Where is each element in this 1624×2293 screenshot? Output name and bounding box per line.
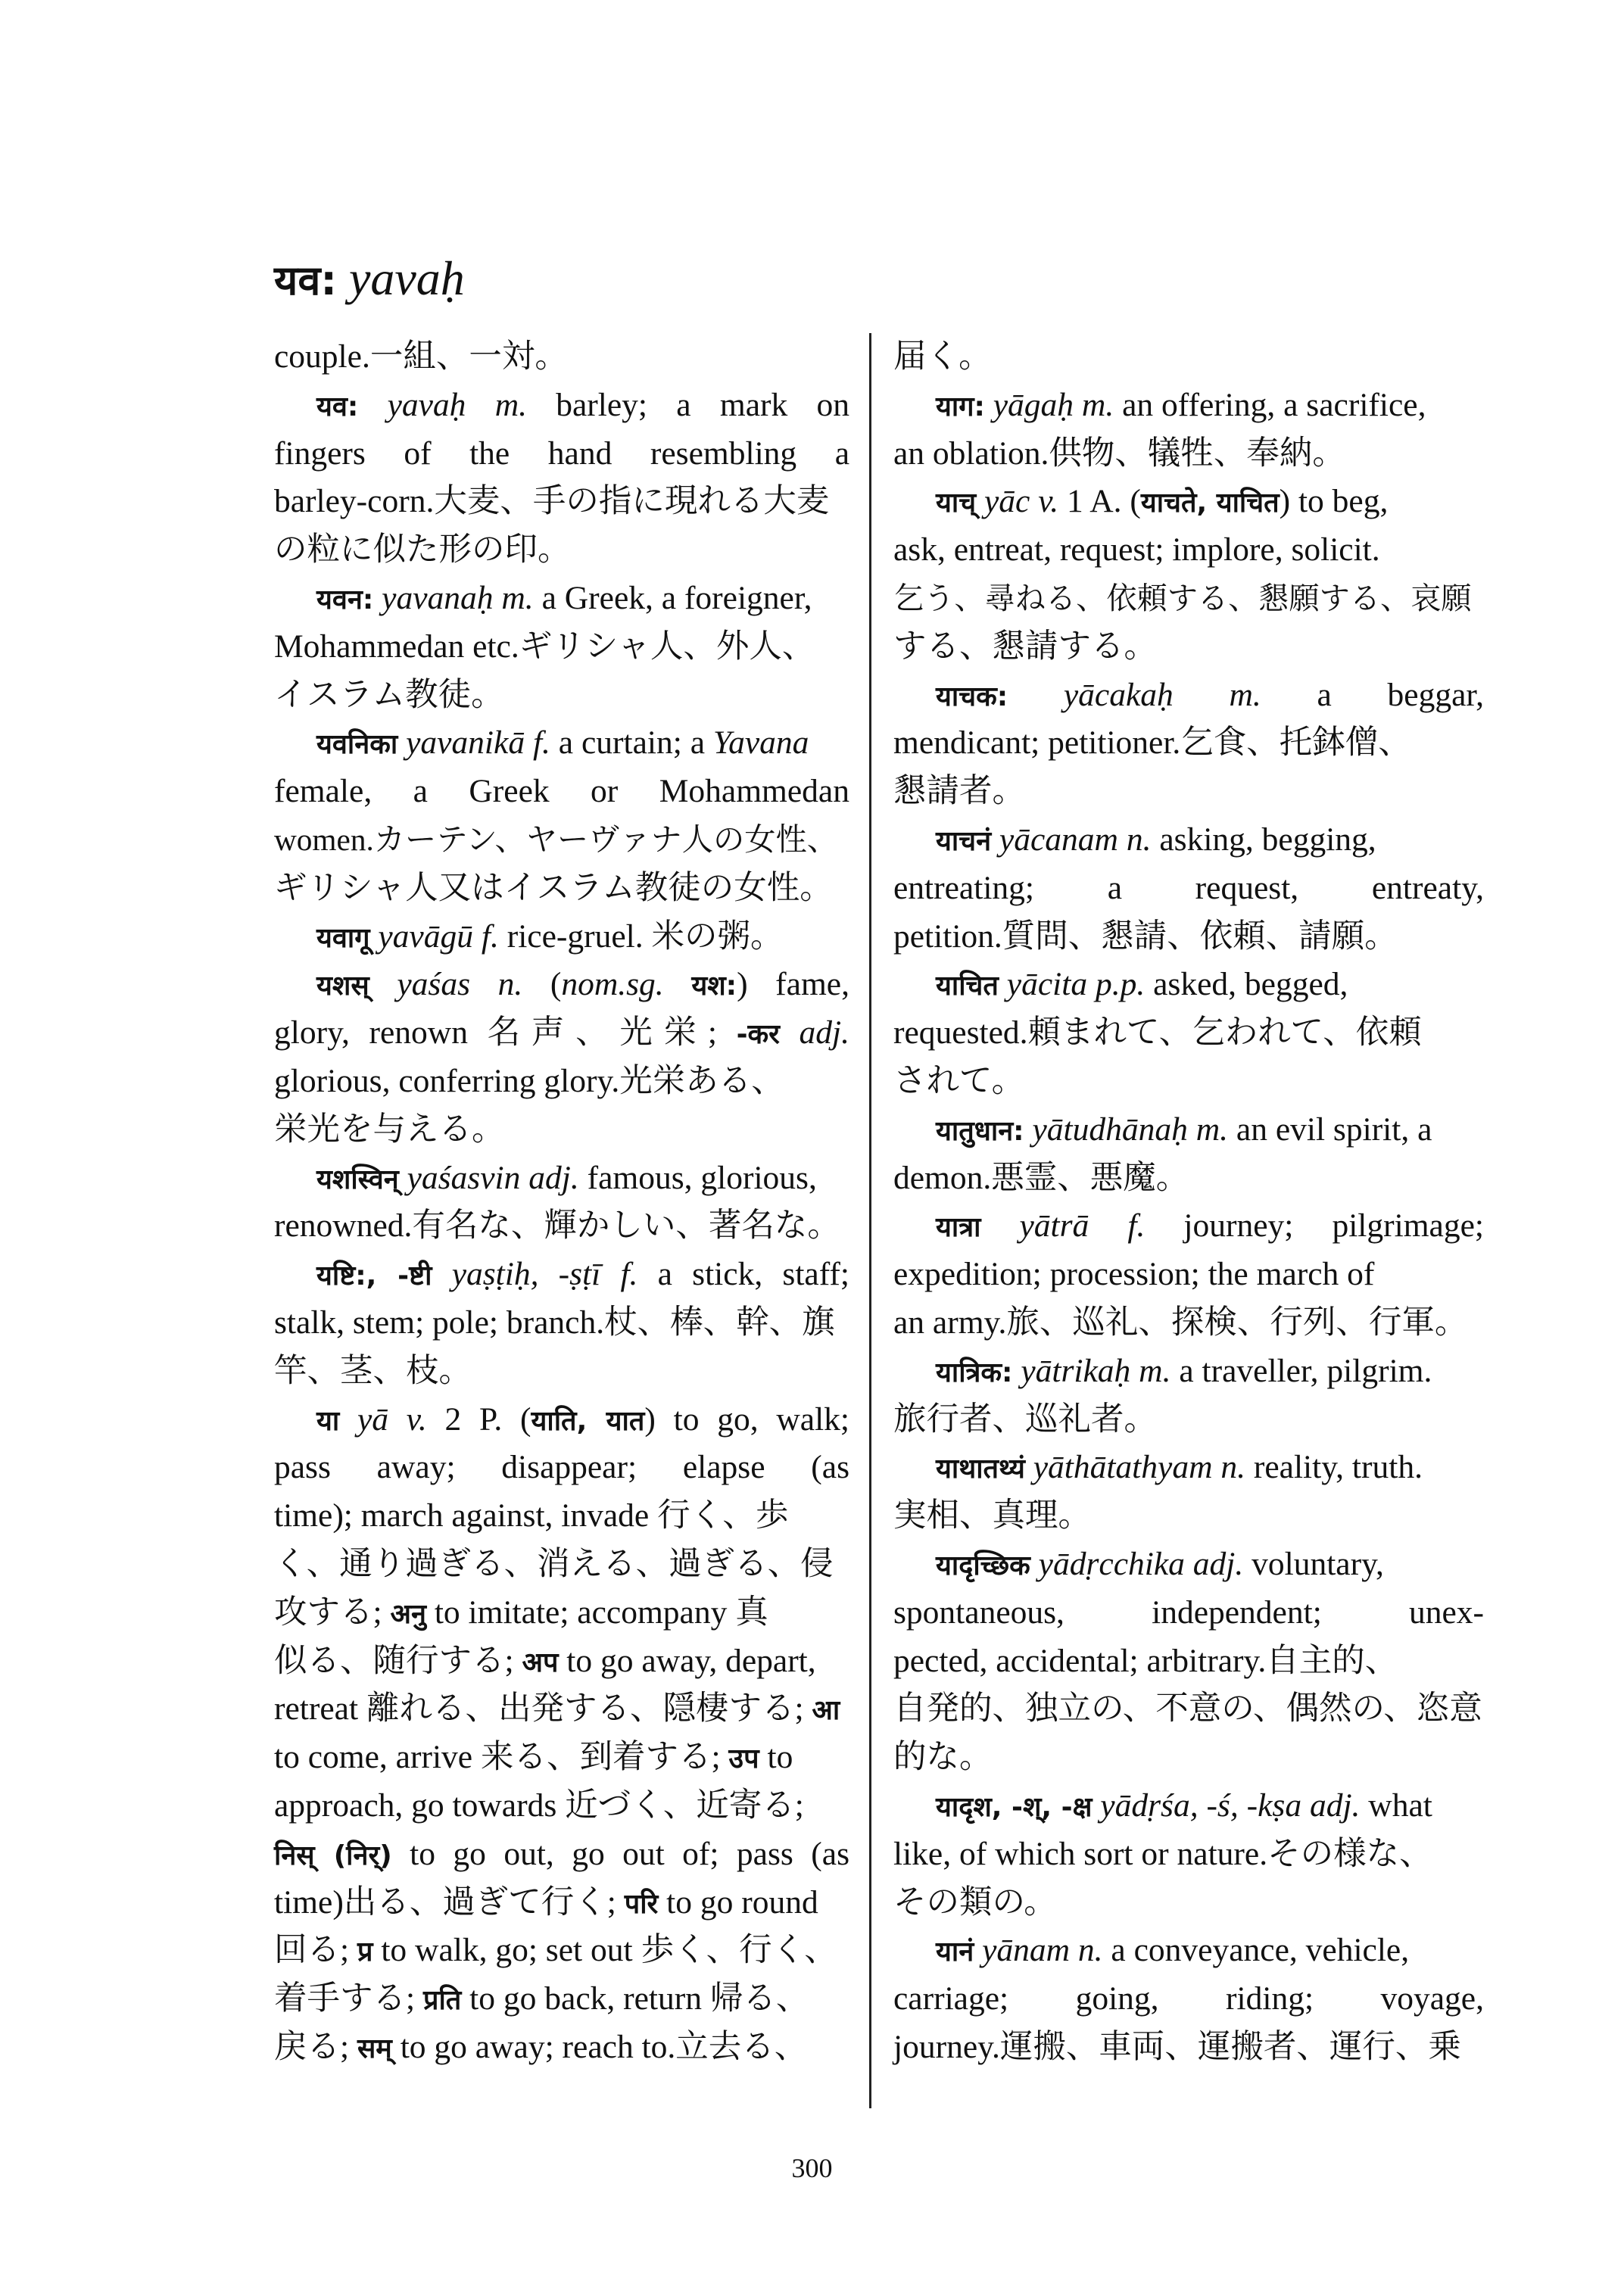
definition-text: petition.質問、懇請、依頼、請願。 xyxy=(893,918,1398,955)
dictionary-line xyxy=(274,719,849,768)
italic-term: yānam n. xyxy=(982,1932,1103,1969)
headword-devanagari: प्रति xyxy=(422,1985,462,2017)
dictionary-line xyxy=(893,1879,1484,1927)
dictionary-line xyxy=(893,1106,1484,1154)
headword-devanagari: यशस् xyxy=(316,970,369,1002)
headword-devanagari: यवन: xyxy=(316,584,374,615)
definition-text xyxy=(339,1401,357,1438)
italic-term: yaśas n. xyxy=(397,966,523,1003)
definition-text: glory, renown 名声、光栄; xyxy=(274,1014,737,1051)
headword-devanagari: आ xyxy=(812,1695,840,1727)
definition-text: Mohammedan etc.ギリシャ人、外人、 xyxy=(274,628,815,665)
definition-text: to go away; reach to.立去る、 xyxy=(391,2028,808,2065)
definition-text: to imitate; accompany 真 xyxy=(425,1594,768,1631)
dictionary-line xyxy=(893,575,1484,623)
definition-text: イスラム教徒。 xyxy=(274,676,504,713)
definition-text: time)出る、過ぎて行く; xyxy=(274,1883,625,1921)
dictionary-line xyxy=(274,1927,849,1975)
definition-text xyxy=(1025,1449,1033,1485)
definition-text: to go round xyxy=(658,1883,818,1921)
definition-text: 栄光を与える。 xyxy=(274,1111,505,1148)
definition-text xyxy=(1012,1353,1021,1389)
dictionary-line xyxy=(893,382,1484,430)
definition-text: to xyxy=(759,1739,793,1776)
dictionary-line xyxy=(274,816,849,865)
definition-text: to go back, return 帰る、 xyxy=(461,1980,809,2017)
dictionary-line xyxy=(274,575,849,623)
definition-text: an offering, a sacrifice, xyxy=(1114,386,1426,423)
definition-text: stalk, stem; pole; branch.杖、棒、幹、旗 xyxy=(274,1304,835,1341)
definition-text xyxy=(369,966,397,1002)
definition-text: する、懇請する。 xyxy=(893,628,1157,665)
headword-devanagari: याचक: xyxy=(936,681,1008,712)
dictionary-line xyxy=(274,1734,849,1782)
dictionary-line xyxy=(274,1202,849,1251)
dictionary-line xyxy=(274,382,849,430)
definition-text: ) to beg, xyxy=(1279,483,1389,520)
headword-devanagari: -कर xyxy=(736,1019,780,1051)
dictionary-line xyxy=(893,2024,1484,2072)
dictionary-line xyxy=(274,961,849,1009)
dictionary-line xyxy=(274,1685,849,1734)
dictionary-line xyxy=(274,1106,849,1154)
running-head-roman: yavaḥ xyxy=(348,251,465,305)
headword-devanagari: अनु xyxy=(390,1598,426,1630)
dictionary-line xyxy=(893,1589,1484,1637)
italic-term: yādṛcchika adj. xyxy=(1038,1545,1244,1582)
dictionary-line xyxy=(893,671,1484,720)
italic-term: yāgaḥ m. xyxy=(993,386,1114,423)
dictionary-line xyxy=(274,1154,849,1203)
definition-text xyxy=(1008,677,1064,713)
headword-devanagari: अप xyxy=(522,1647,559,1678)
definition-text: pected, accidental; arbitrary.自主的、 xyxy=(893,1642,1398,1679)
definition-text: female, a Greek or Mohammedan xyxy=(274,773,849,810)
italic-term: yā v. xyxy=(357,1400,427,1438)
definition-text: その類の。 xyxy=(893,1883,1057,1921)
italic-term: Yavana xyxy=(712,724,809,762)
italic-term: yavāgū f. xyxy=(378,918,499,955)
definition-text: 届く。 xyxy=(893,338,992,375)
dictionary-line xyxy=(274,671,849,720)
dictionary-line xyxy=(274,1879,849,1927)
definition-text: what xyxy=(1360,1787,1432,1824)
definition-text: renowned.有名な、輝かしい、著名な。 xyxy=(274,1207,840,1245)
definition-text: demon.悪霊、悪魔。 xyxy=(893,1159,1189,1196)
definition-text: an evil spirit, a xyxy=(1228,1111,1432,1148)
headword-devanagari: याच् xyxy=(936,488,977,519)
dictionary-line xyxy=(893,526,1484,575)
definition-text xyxy=(980,1207,1019,1244)
definition-text: 懇請者。 xyxy=(893,773,1025,810)
definition-text: barley; a mark on xyxy=(526,386,849,423)
definition-text xyxy=(985,387,993,423)
headword-devanagari: यादृच्छिक xyxy=(936,1550,1030,1581)
definition-text: an army.旅、巡礼、探検、行列、行軍。 xyxy=(893,1304,1468,1341)
italic-term: yātudhānaḥ m. xyxy=(1032,1111,1229,1148)
definition-text: 旅行者、巡礼者。 xyxy=(893,1400,1157,1438)
definition-text xyxy=(358,387,387,423)
headword-devanagari: यादृश, -श्, -क्ष xyxy=(936,1791,1093,1823)
dictionary-line xyxy=(893,1251,1484,1299)
definition-text: 実相、真理。 xyxy=(893,1497,1091,1534)
definition-text: 着手する; xyxy=(274,1980,423,2017)
dictionary-line xyxy=(893,816,1484,865)
headword-devanagari: याचित xyxy=(936,970,999,1002)
definition-text xyxy=(397,724,406,761)
italic-term: yavaḥ m. xyxy=(387,386,527,423)
dictionary-line xyxy=(893,1299,1484,1347)
italic-term: yaśasvin adj. xyxy=(407,1159,579,1196)
italic-term: yātrikaḥ m. xyxy=(1021,1352,1171,1389)
definition-text: expedition; procession; the march of xyxy=(893,1256,1375,1293)
italic-term: yaṣṭiḥ, -ṣṭī f. xyxy=(451,1256,638,1293)
italic-term: adj. xyxy=(799,1014,850,1051)
running-head xyxy=(274,248,465,311)
dictionary-line xyxy=(893,430,1484,478)
definition-text: の粒に似た形の印。 xyxy=(274,531,571,569)
dictionary-line xyxy=(274,526,849,575)
dictionary-line xyxy=(893,1202,1484,1251)
headword-devanagari: याचते, याचित xyxy=(1140,488,1280,519)
definition-text: 回る; xyxy=(274,1932,357,1969)
definition-text: time); march against, invade 行く、歩 xyxy=(274,1497,789,1534)
definition-text: to walk, go; set out 歩く、行く、 xyxy=(372,1932,837,1969)
dictionary-line xyxy=(893,1541,1484,1589)
dictionary-line xyxy=(893,1396,1484,1444)
definition-text: ) fame, xyxy=(737,966,849,1003)
dictionary-line xyxy=(274,1830,849,1879)
dictionary-line xyxy=(274,2024,849,2072)
definition-text: approach, go towards 近づく、近寄る; xyxy=(274,1787,804,1824)
italic-term: yavanikā f. xyxy=(406,724,550,762)
definition-text: a traveller, pilgrim. xyxy=(1170,1352,1432,1389)
dictionary-line xyxy=(274,1637,849,1686)
definition-text: a beggar, xyxy=(1261,676,1484,713)
headword-devanagari: प्र xyxy=(357,1936,373,1968)
definition-text xyxy=(399,1160,407,1196)
running-head-devanagari: यव: xyxy=(274,257,337,304)
definition-text: voluntary, xyxy=(1243,1545,1384,1582)
definition-text: famous, glorious, xyxy=(578,1159,817,1196)
dictionary-line xyxy=(274,1589,849,1637)
definition-text: glorious, conferring glory.光栄ある、 xyxy=(274,1062,784,1099)
headword-devanagari: सम् xyxy=(357,2033,392,2064)
definition-text: couple.一組、一対。 xyxy=(274,338,568,375)
definition-text: requested.頼まれて、乞われて、依頼 xyxy=(893,1014,1422,1051)
definition-text: ) to go, walk; xyxy=(644,1400,850,1438)
headword-devanagari: याग: xyxy=(936,391,985,422)
definition-text xyxy=(999,966,1007,1002)
headword-devanagari: याचनं xyxy=(936,825,992,857)
headword-devanagari: यात्रिक: xyxy=(936,1357,1013,1388)
definition-text: fingers of the hand resembling a xyxy=(274,435,849,472)
headword-devanagari: यवनिका xyxy=(316,729,398,761)
definition-text: spontaneous, independent; unex- xyxy=(893,1594,1484,1631)
definition-text: 的な。 xyxy=(893,1739,993,1776)
headword-devanagari: यष्टि:, -ष्टी xyxy=(316,1260,432,1292)
definition-text: a curtain; a xyxy=(550,724,713,762)
italic-term: nom.sg. xyxy=(561,966,664,1003)
dictionary-line xyxy=(274,1009,849,1058)
headword-devanagari: उप xyxy=(728,1743,759,1775)
definition-text: 戻る; xyxy=(274,2028,357,2065)
definition-text: 竿、茎、枝。 xyxy=(274,1352,472,1389)
definition-text xyxy=(370,918,379,955)
dictionary-line xyxy=(274,623,849,671)
definition-text xyxy=(991,821,999,858)
dictionary-line xyxy=(893,1058,1484,1106)
dictionary-line xyxy=(893,478,1484,526)
italic-term: yāthātathyam n. xyxy=(1033,1449,1245,1486)
dictionary-line xyxy=(274,333,849,382)
definition-text: reality, truth. xyxy=(1245,1449,1423,1486)
dictionary-line xyxy=(893,1734,1484,1782)
definition-text: carriage; going, riding; voyage, xyxy=(893,1980,1484,2017)
italic-term: yācakaḥ m. xyxy=(1063,676,1261,713)
dictionary-line xyxy=(274,1541,849,1589)
definition-text xyxy=(1092,1787,1100,1824)
dictionary-line xyxy=(893,1154,1484,1203)
column-divider xyxy=(869,333,871,2108)
definition-text: women.カーテン、ヤーヴァナ人の女性、 xyxy=(274,821,839,857)
definition-text xyxy=(974,1932,982,1968)
definition-text: 乞う、尋ねる、依頼する、懇願する、哀願 xyxy=(893,581,1472,615)
dictionary-line xyxy=(274,430,849,478)
italic-term: yātrā f. xyxy=(1019,1207,1146,1245)
definition-text xyxy=(432,1256,451,1292)
dictionary-line xyxy=(893,1975,1484,2024)
definition-text: to come, arrive 来る、到着する; xyxy=(274,1739,729,1776)
dictionary-line xyxy=(893,961,1484,1009)
definition-text: 攻する; xyxy=(274,1594,391,1631)
definition-text: されて。 xyxy=(893,1062,1025,1099)
headword-devanagari: यानं xyxy=(936,1936,974,1968)
dictionary-line xyxy=(893,1685,1484,1734)
headword-devanagari: यशस्विन् xyxy=(316,1164,399,1195)
definition-text xyxy=(976,483,984,519)
definition-text: pass away; disappear; elapse (as xyxy=(274,1449,849,1486)
definition-text: journey.運搬、車両、運搬者、運行、乗 xyxy=(893,2028,1461,2065)
dictionary-line xyxy=(274,1299,849,1347)
definition-text: like, of which sort or nature.その様な、 xyxy=(893,1835,1432,1872)
dictionary-line xyxy=(274,1251,849,1299)
dictionary-line xyxy=(893,1444,1484,1492)
headword-devanagari: यश: xyxy=(691,970,737,1002)
definition-text: asked, begged, xyxy=(1145,966,1348,1003)
dictionary-line xyxy=(893,719,1484,768)
definition-text xyxy=(1030,1546,1039,1582)
definition-text: a conveyance, vehicle, xyxy=(1102,1932,1410,1969)
definition-text: a Greek, a foreigner, xyxy=(533,579,812,616)
italic-term: yāc v. xyxy=(983,483,1059,520)
definition-text: ask, entreat, request; implore, solicit. xyxy=(893,531,1380,569)
definition-text: 1 A. ( xyxy=(1058,483,1141,520)
definition-text: く、通り過ぎる、消える、過ぎる、侵 xyxy=(274,1545,834,1582)
dictionary-line xyxy=(893,913,1484,961)
headword-devanagari: निस् (निर्) xyxy=(274,1840,392,1871)
italic-term: yavanaḥ m. xyxy=(382,579,534,616)
headword-devanagari: या xyxy=(316,1405,340,1437)
dictionary-line xyxy=(893,768,1484,816)
definition-text: rice-gruel. 米の粥。 xyxy=(498,918,784,955)
definition-text: mendicant; petitioner.乞食、托鉢僧、 xyxy=(893,724,1411,762)
dictionary-line xyxy=(893,333,1484,382)
definition-text: ( xyxy=(522,966,562,1003)
dictionary-line xyxy=(893,1347,1484,1396)
definition-text: to go away, depart, xyxy=(558,1642,816,1679)
dictionary-line xyxy=(274,1975,849,2024)
left-column xyxy=(274,333,849,2072)
right-column xyxy=(893,333,1484,2072)
dictionary-line xyxy=(274,478,849,526)
dictionary-line xyxy=(274,865,849,913)
headword-devanagari: याति, यात xyxy=(531,1405,645,1437)
dictionary-line xyxy=(274,913,849,961)
definition-text: journey; pilgrimage; xyxy=(1145,1207,1484,1245)
dictionary-line xyxy=(893,1637,1484,1686)
definition-text: asking, begging, xyxy=(1151,821,1376,858)
dictionary-line xyxy=(893,1782,1484,1830)
dictionary-line xyxy=(274,1492,849,1541)
dictionary-line xyxy=(274,1444,849,1492)
dictionary-line xyxy=(893,865,1484,913)
definition-text xyxy=(1024,1111,1033,1148)
definition-text xyxy=(373,580,382,616)
headword-devanagari: याथातथ्यं xyxy=(936,1453,1025,1485)
headword-devanagari: यव: xyxy=(316,391,359,422)
italic-term: yādṛśa, -ś, -kṣa adj. xyxy=(1100,1787,1361,1824)
definition-text: a stick, staff; xyxy=(637,1256,849,1293)
italic-term: yācita p.p. xyxy=(1006,966,1146,1003)
definition-text: retreat 離れる、出発する、隠棲する; xyxy=(274,1690,812,1728)
headword-devanagari: यातुधान: xyxy=(936,1115,1024,1147)
definition-text: an oblation.供物、犠牲、奉納。 xyxy=(893,435,1345,472)
dictionary-line xyxy=(274,1058,849,1106)
definition-text: barley-corn.大麦、手の指に現れる大麦 xyxy=(274,483,830,520)
definition-text xyxy=(780,1014,800,1051)
dictionary-line xyxy=(893,623,1484,671)
definition-text: 2 P. ( xyxy=(426,1400,531,1438)
headword-devanagari: परि xyxy=(624,1888,659,1920)
dictionary-line xyxy=(893,1830,1484,1879)
definition-text xyxy=(664,966,692,1002)
definition-text: 自発的、独立の、不意の、偶然の、恣意 xyxy=(893,1690,1482,1728)
dictionary-line xyxy=(274,1782,849,1830)
definition-text: 似る、随行する; xyxy=(274,1642,522,1679)
dictionary-line xyxy=(893,1009,1484,1058)
definition-text: entreating; a request, entreaty, xyxy=(893,869,1484,906)
italic-term: yācanam n. xyxy=(999,821,1152,858)
dictionary-line xyxy=(893,1927,1484,1975)
headword-devanagari: यात्रा xyxy=(936,1212,981,1244)
dictionary-line xyxy=(274,768,849,816)
headword-devanagari: यवागू xyxy=(316,922,370,954)
dictionary-line xyxy=(893,1492,1484,1541)
definition-text: to go out, go out of; pass (as xyxy=(391,1835,849,1872)
dictionary-line xyxy=(274,1347,849,1396)
page-number: 300 xyxy=(791,2153,833,2183)
definition-text: ギリシャ人又はイスラム教徒の女性。 xyxy=(274,869,833,906)
dictionary-line xyxy=(274,1396,849,1444)
